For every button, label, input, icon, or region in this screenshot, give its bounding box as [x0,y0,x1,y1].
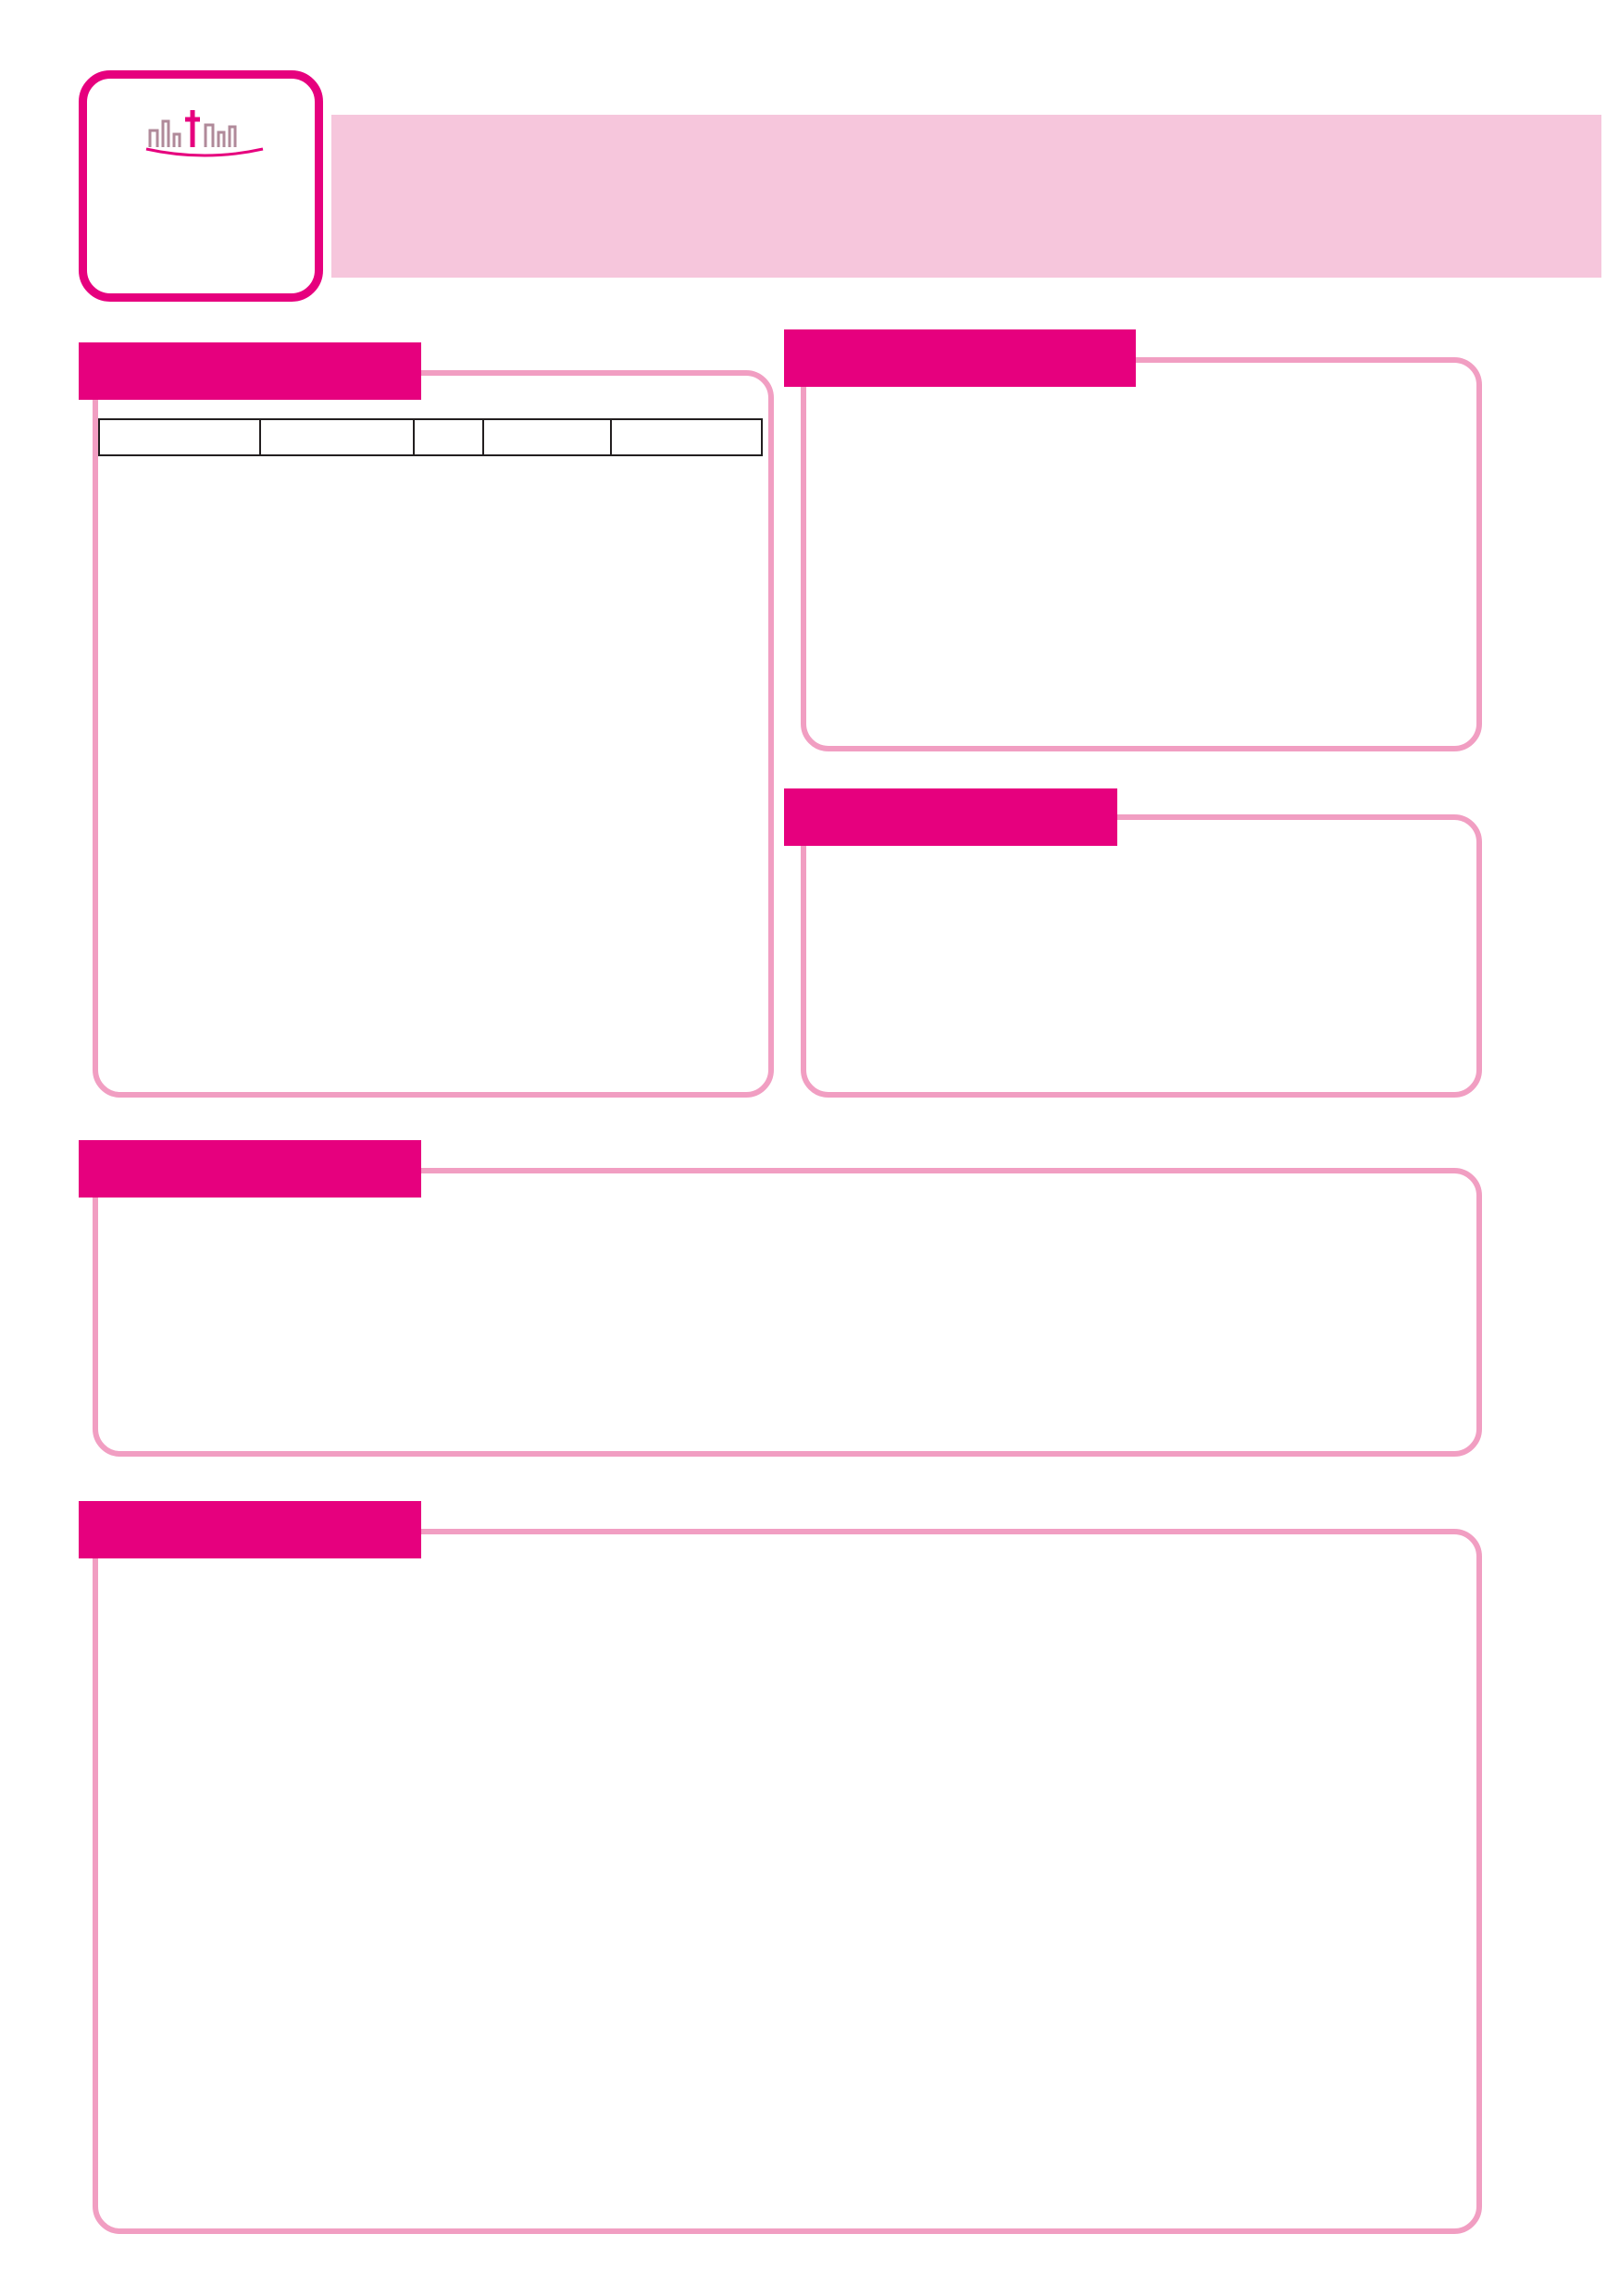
table-header-row [99,419,762,455]
logo-box [79,70,323,302]
new-family-table [98,418,763,456]
domestic-box [93,1529,1482,2234]
service-box [801,814,1482,1098]
church-logo-icon [144,106,265,158]
col-affiliation [483,419,611,455]
new-family-title [79,342,421,400]
list-item [840,567,851,602]
col-name [260,419,414,455]
evangelism-box [801,357,1482,751]
overseas-title [79,1140,421,1198]
list-item [840,465,867,500]
list-item [840,619,851,654]
header-band [331,115,1601,278]
domestic-title [79,1501,421,1558]
list-item [840,961,851,996]
new-family-box [93,370,774,1098]
overseas-box [93,1168,1482,1457]
evangelism-title [784,329,1136,387]
col-gender [414,419,483,455]
col-number [99,419,260,455]
list-item [840,413,849,448]
list-item [840,1005,851,1040]
list-item [840,868,853,903]
service-title [784,788,1117,846]
col-guide [611,419,762,455]
